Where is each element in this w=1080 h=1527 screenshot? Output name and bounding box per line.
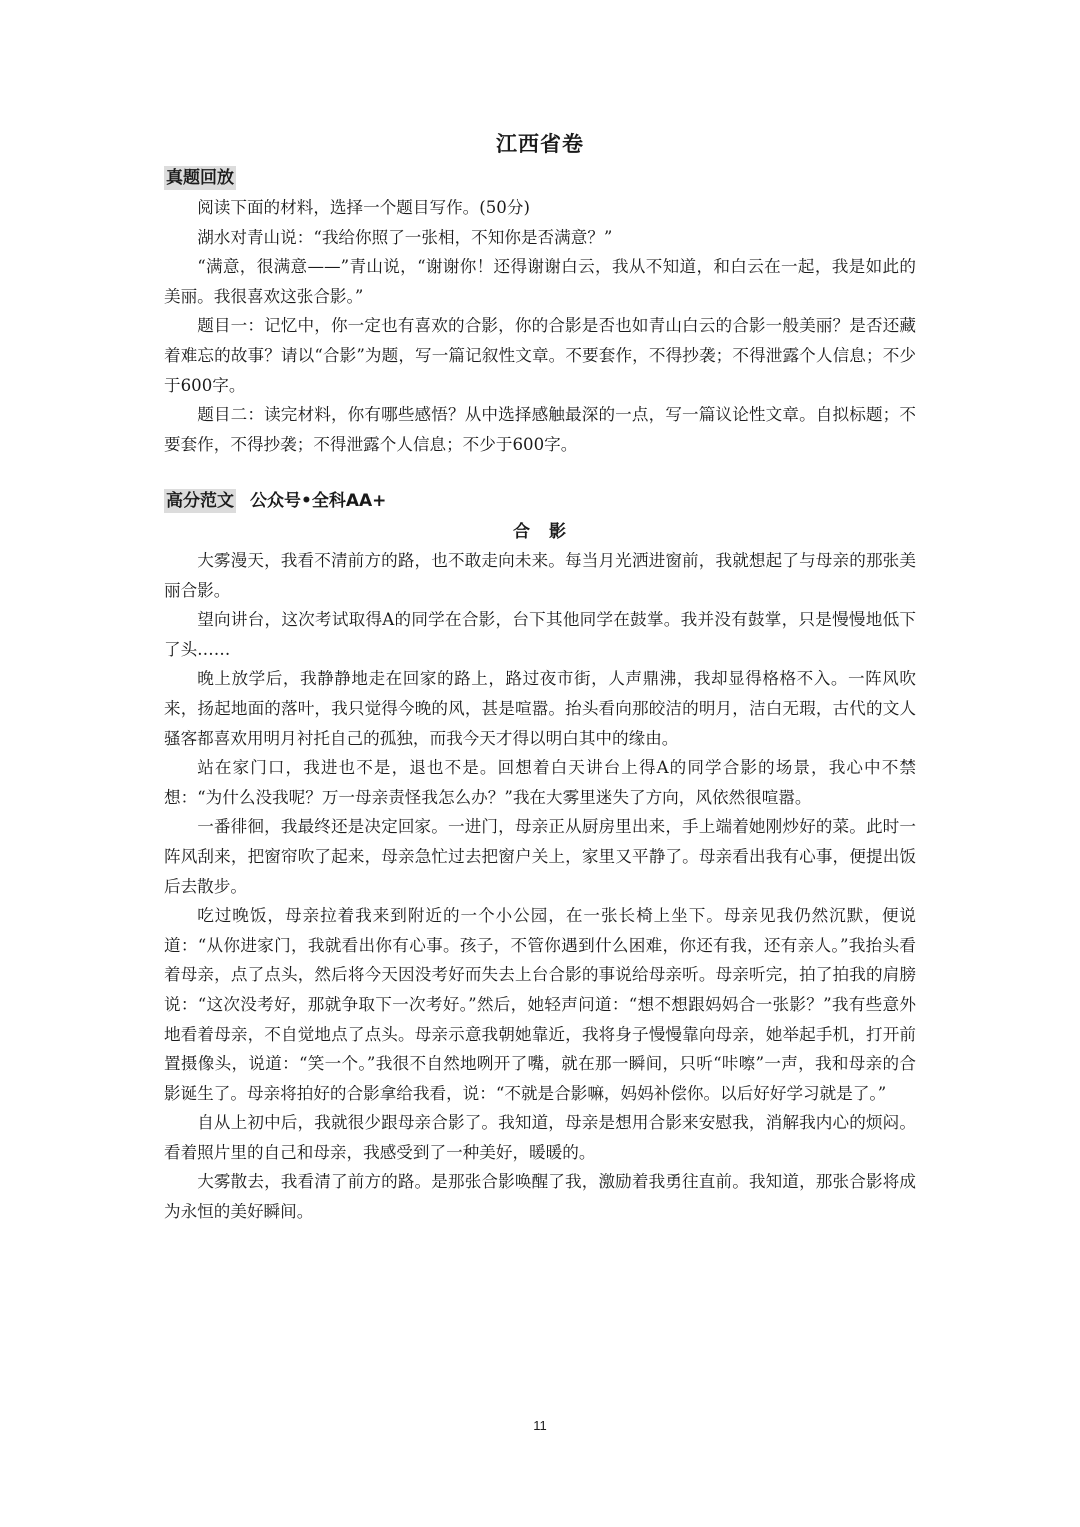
section-label: 高分范文: [166, 491, 234, 511]
model-essay: [164, 546, 916, 1227]
essay-paragraph: 一番徘徊，我最终还是决定回家。一进门，母亲正从厨房里出来，手上端着她刚炒好的菜。此时一阵风刮来，把窗帘吹了起来，母亲急忙过去把窗户关上，家里又平静了。母亲看出我有心事，便提出饭后去散步。: [164, 817, 916, 896]
section-header-real-exam: [164, 166, 236, 190]
prompt-paragraph: 题目一：记忆中，你一定也有喜欢的合影，你的合影是否也如青山白云的合影一般美丽？是否还藏着难忘的故事？请以“合影”为题，写一篇记叙性文章。不要套作，不得抄袭；不得泄露个人信息；不少于600字。: [164, 316, 916, 395]
section-label: 真题回放: [166, 168, 234, 188]
essay-paragraph: 站在家门口，我进也不是，退也不是。回想着白天讲台上得A的同学合影的场景，我心中不禁想：“为什么没我呢？万一母亲责怪我怎么办？”我在大雾里迷失了方向，风依然很喧嚣。: [164, 758, 916, 807]
page-number: 11: [533, 1418, 547, 1433]
prompt-paragraph: 湖水对青山说：“我给你照了一张相，不知你是否满意？”: [197, 227, 613, 247]
essay-paragraph: 晚上放学后，我静静地走在回家的路上，路过夜市街，人声鼎沸，我却显得格格不入。一阵风吹来，扬起地面的落叶，我只觉得今晚的风，甚是喧嚣。抬头看向那皎洁的明月，洁白无瑕，古代的文人骚客都喜欢用明月衬托自己的孤独，而我今天才得以明白其中的缘由。: [164, 669, 916, 748]
exam-prompt: [164, 193, 916, 459]
essay-paragraph: 自从上初中后，我就很少跟母亲合影了。我知道，母亲是想用合影来安慰我，消解我内心的烦闷。看着照片里的自己和母亲，我感受到了一种美好，暖暖的。: [164, 1113, 916, 1162]
section-header-model-essay: [164, 489, 386, 513]
essay-paragraph: 大雾散去，我看清了前方的路。是那张合影唤醒了我，激励着我勇往直前。我知道，那张合影将成为永恒的美好瞬间。: [164, 1172, 916, 1222]
essay-paragraph: 望向讲台，这次考试取得A的同学在合影，台下其他同学在鼓掌。我并没有鼓掌，只是慢慢地低下了头……: [164, 610, 916, 659]
prompt-paragraph: “满意，很满意——”青山说，“谢谢你！还得谢谢白云，我从不知道，和白云在一起，我是如此的美丽。我很喜欢这张合影。”: [164, 257, 916, 306]
essay-title: 合 影: [513, 522, 567, 542]
essay-paragraph: 大雾漫天，我看不清前方的路，也不敢走向未来。每当月光洒进窗前，我就想起了与母亲的那张美丽合影。: [164, 551, 916, 600]
page-title: 江西省卷: [496, 132, 584, 156]
source-tag: 公众号•全科AA+: [250, 491, 387, 511]
prompt-paragraph: 阅读下面的材料，选择一个题目写作。(50分): [197, 198, 530, 217]
essay-paragraph: 吃过晚饭，母亲拉着我来到附近的一个小公园，在一张长椅上坐下。母亲见我仍然沉默，便说道：“从你进家门，我就看出你有心事。孩子，不管你遇到什么困难，你还有我，还有亲人。”我抬头看着母亲，点了点头，然后将今天因没考好而失去上台合影的事说给母亲听。母亲听完，拍了拍我的肩膀说：“这次没考好，那就争取下一次考好。”然后，她轻声问道：“想不想跟妈妈合一张影？”我有些意外地看着母亲，不自觉地点了点头。母亲示意我朝她靠近，我将身子慢慢靠向母亲，她举起手机，打开前置摄像头，说道：“笑一个。”我很不自然地咧开了嘴，就在那一瞬间，只听“咔嚓”一声，我和母亲的合影诞生了。母亲将拍好的合影拿给我看，说：“不就是合影嘛，妈妈补偿你。以后好好学习就是了。”: [164, 906, 916, 1103]
prompt-paragraph: 题目二：读完材料，你有哪些感悟？从中选择感触最深的一点，写一篇议论性文章。自拟标题；不要套作，不得抄袭；不得泄露个人信息；不少于600字。: [164, 405, 916, 454]
